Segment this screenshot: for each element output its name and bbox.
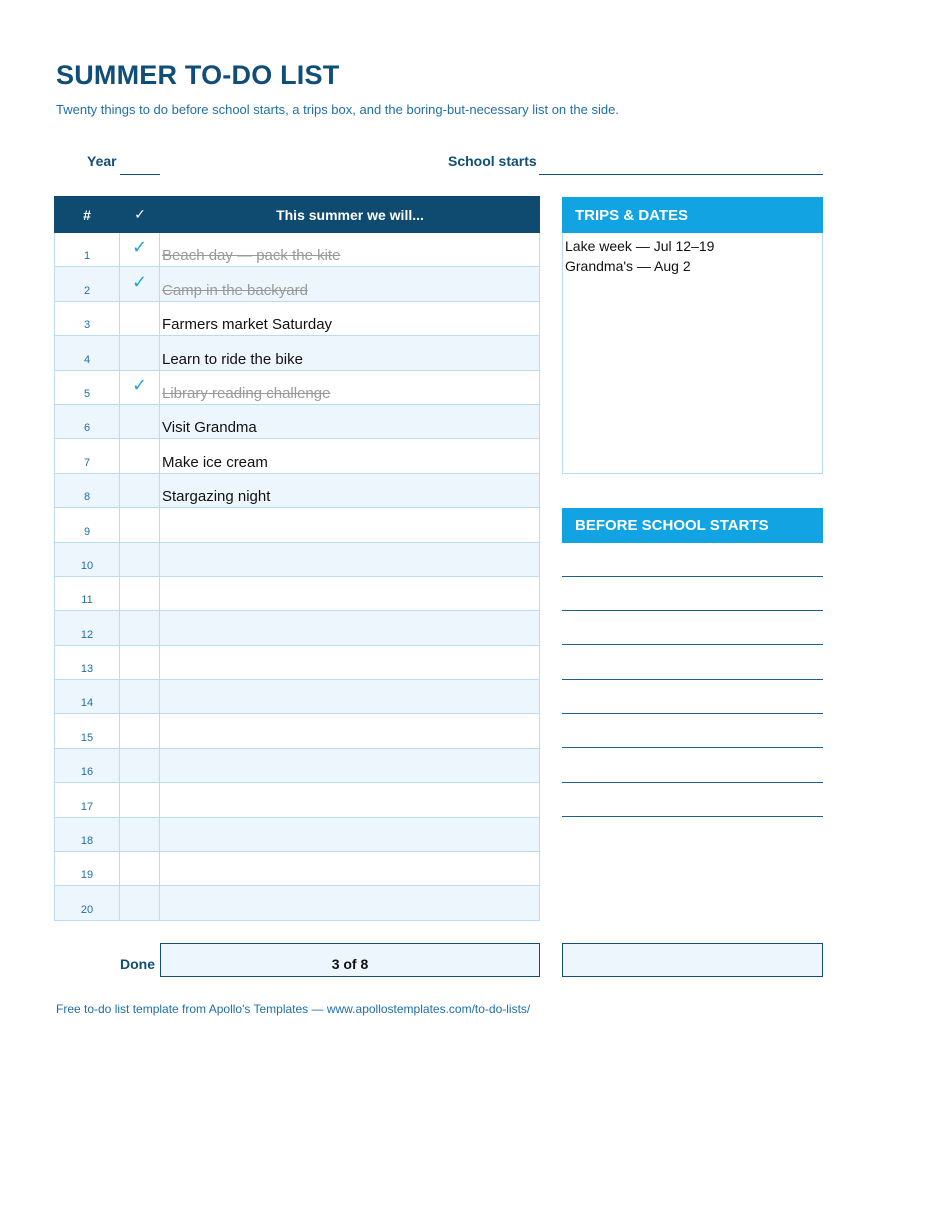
table-row xyxy=(54,611,540,645)
row-task[interactable]: Learn to ride the bike xyxy=(160,336,540,370)
row-number: 8 xyxy=(54,474,120,508)
table-row xyxy=(54,646,540,680)
row-checkbox[interactable] xyxy=(120,749,160,783)
row-number: 17 xyxy=(54,783,120,817)
row-checkbox[interactable] xyxy=(120,439,160,473)
row-checkbox[interactable]: ✓ xyxy=(120,371,160,405)
table-row xyxy=(54,680,540,714)
trips-box[interactable] xyxy=(562,233,823,474)
row-task[interactable] xyxy=(160,508,540,542)
row-checkbox[interactable] xyxy=(120,577,160,611)
row-checkbox[interactable]: ✓ xyxy=(120,233,160,267)
before-school-line[interactable] xyxy=(562,782,823,783)
table-row xyxy=(54,405,540,439)
row-checkbox[interactable] xyxy=(120,302,160,336)
row-task[interactable] xyxy=(160,680,540,714)
row-number: 5 xyxy=(54,371,120,405)
row-checkbox[interactable] xyxy=(120,646,160,680)
row-number: 6 xyxy=(54,405,120,439)
before-school-line[interactable] xyxy=(562,816,823,817)
school-starts-field[interactable] xyxy=(539,156,823,175)
row-number: 10 xyxy=(54,543,120,577)
header-check: ✓ xyxy=(134,206,146,222)
trip-line: Grandma's — Aug 2 xyxy=(565,258,691,274)
row-task[interactable] xyxy=(160,783,540,817)
row-number: 7 xyxy=(54,439,120,473)
before-school-line[interactable] xyxy=(562,576,823,577)
header-number: # xyxy=(83,206,91,223)
before-school-line[interactable] xyxy=(562,679,823,680)
row-checkbox[interactable] xyxy=(120,852,160,886)
page-title: SUMMER TO-DO LIST xyxy=(56,60,340,90)
row-checkbox[interactable] xyxy=(120,783,160,817)
row-checkbox[interactable] xyxy=(120,543,160,577)
table-row xyxy=(54,783,540,817)
table-row xyxy=(54,577,540,611)
notes-box[interactable] xyxy=(562,943,823,977)
table-row xyxy=(54,852,540,886)
before-school-line[interactable] xyxy=(562,610,823,611)
table-row xyxy=(54,886,540,920)
row-checkbox[interactable] xyxy=(120,611,160,645)
row-task[interactable]: Beach day — pack the kite xyxy=(160,233,540,267)
row-task[interactable]: Farmers market Saturday xyxy=(160,302,540,336)
row-number: 11 xyxy=(54,577,120,611)
row-checkbox[interactable] xyxy=(120,714,160,748)
row-checkbox[interactable]: ✓ xyxy=(120,267,160,301)
done-count: 3 of 8 xyxy=(160,943,540,977)
table-row xyxy=(54,267,540,301)
before-school-line[interactable] xyxy=(562,747,823,748)
footer-credit[interactable]: Free to-do list template from Apollo's Templates — www.apollostemplates.com/to-do-lists/ xyxy=(56,1002,531,1016)
row-task[interactable]: Stargazing night xyxy=(160,474,540,508)
row-checkbox[interactable] xyxy=(120,474,160,508)
done-label: Done xyxy=(120,956,155,972)
row-checkbox[interactable] xyxy=(120,336,160,370)
row-task[interactable] xyxy=(160,852,540,886)
table-row xyxy=(54,233,540,267)
before-school-header: BEFORE SCHOOL STARTS xyxy=(562,508,823,543)
row-number: 18 xyxy=(54,818,120,852)
row-number: 3 xyxy=(54,302,120,336)
row-checkbox[interactable] xyxy=(120,508,160,542)
table-row xyxy=(54,474,540,508)
row-task[interactable]: Make ice cream xyxy=(160,439,540,473)
table-row xyxy=(54,302,540,336)
table-row xyxy=(54,818,540,852)
row-task[interactable] xyxy=(160,611,540,645)
row-number: 15 xyxy=(54,714,120,748)
row-number: 4 xyxy=(54,336,120,370)
table-row xyxy=(54,439,540,473)
table-row xyxy=(54,336,540,370)
row-task[interactable] xyxy=(160,818,540,852)
row-task[interactable] xyxy=(160,886,540,920)
row-task[interactable] xyxy=(160,577,540,611)
header-task: This summer we will... xyxy=(276,206,424,223)
row-checkbox[interactable] xyxy=(120,818,160,852)
row-task[interactable]: Library reading challenge xyxy=(160,371,540,405)
row-number: 9 xyxy=(54,508,120,542)
row-task[interactable] xyxy=(160,714,540,748)
page-subtitle: Twenty things to do before school starts, a trips box, and the boring-but-necessary list on the side. xyxy=(56,102,619,117)
row-number: 12 xyxy=(54,611,120,645)
row-checkbox[interactable] xyxy=(120,886,160,920)
table-row xyxy=(54,714,540,748)
row-checkbox[interactable] xyxy=(120,405,160,439)
table-body xyxy=(54,233,540,921)
row-number: 14 xyxy=(54,680,120,714)
row-task[interactable]: Visit Grandma xyxy=(160,405,540,439)
row-task[interactable] xyxy=(160,749,540,783)
row-number: 20 xyxy=(54,886,120,920)
year-label: Year xyxy=(87,153,117,169)
table-row xyxy=(54,749,540,783)
row-checkbox[interactable] xyxy=(120,680,160,714)
trips-header: TRIPS & DATES xyxy=(562,197,823,233)
row-number: 13 xyxy=(54,646,120,680)
before-school-line[interactable] xyxy=(562,713,823,714)
row-task[interactable]: Camp in the backyard xyxy=(160,267,540,301)
year-field[interactable] xyxy=(120,156,160,175)
todo-table xyxy=(54,196,540,921)
row-number: 1 xyxy=(54,233,120,267)
table-header xyxy=(54,196,540,233)
table-row xyxy=(54,508,540,542)
row-task[interactable] xyxy=(160,543,540,577)
row-number: 19 xyxy=(54,852,120,886)
table-row xyxy=(54,543,540,577)
before-school-line[interactable] xyxy=(562,644,823,645)
table-row xyxy=(54,371,540,405)
row-number: 2 xyxy=(54,267,120,301)
row-number: 16 xyxy=(54,749,120,783)
trip-line: Lake week — Jul 12–19 xyxy=(565,238,715,254)
school-starts-label: School starts xyxy=(448,153,537,169)
row-task[interactable] xyxy=(160,646,540,680)
